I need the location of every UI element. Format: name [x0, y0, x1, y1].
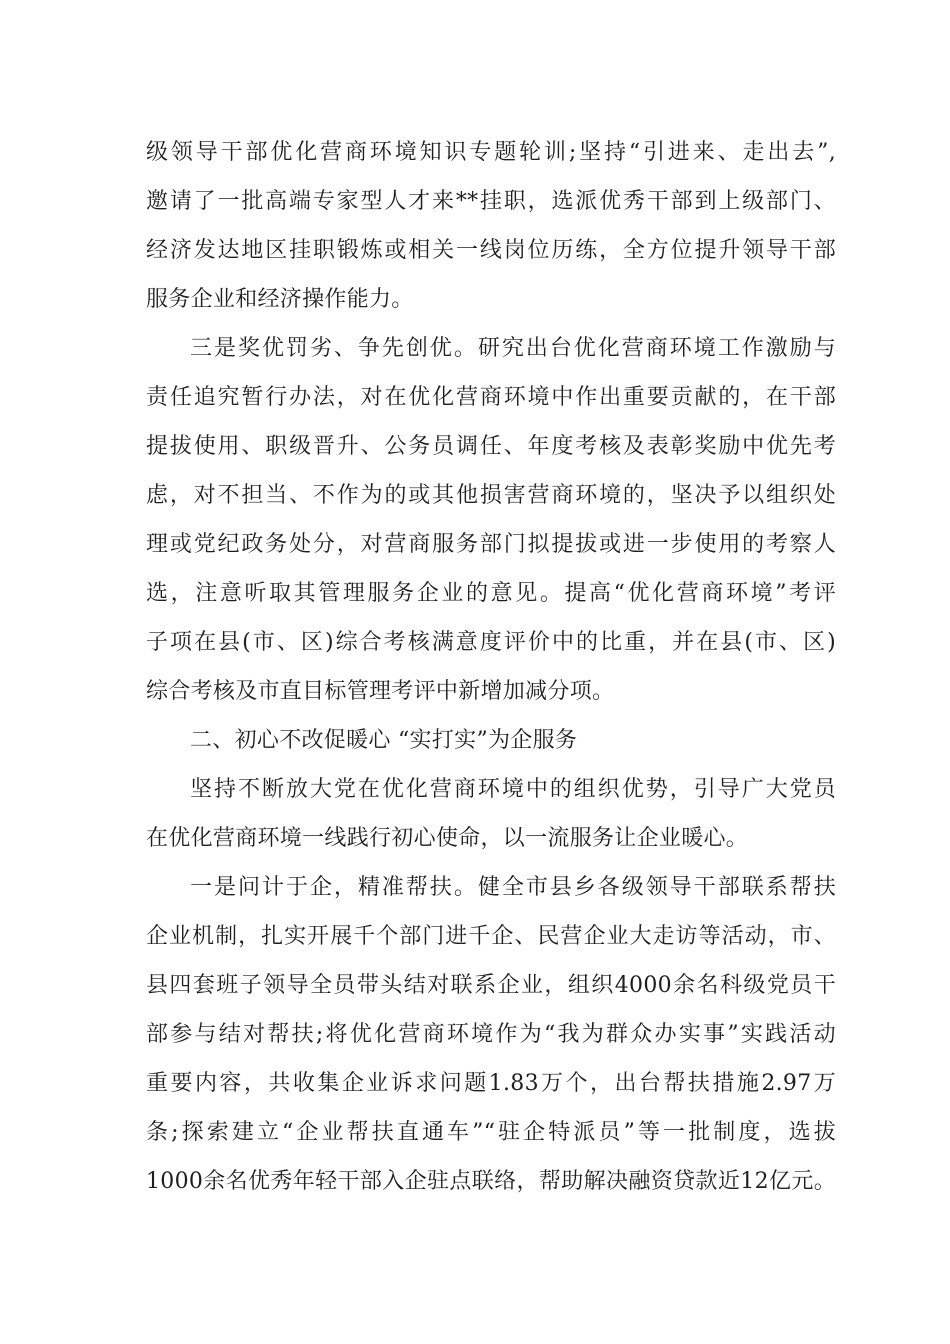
text-line: 虑，对不担当、不作为的或其他损害营商环境的，坚决予以组织处 [146, 483, 836, 508]
text-line: 邀请了一批高端专家型人才来**挂职，选派优秀干部到上级部门、 [146, 189, 836, 214]
text-line: 提拔使用、职级晋升、公务员调任、年度考核及表彰奖励中优先考 [146, 434, 836, 459]
text-line: 责任追究暂行办法，对在优化营商环境中作出重要贡献的，在干部 [146, 385, 836, 410]
paragraph-first-line: 一是问计于企，精准帮扶。健全市县乡各级领导干部联系帮扶 [190, 875, 836, 900]
text-line: 条;探索建立“企业帮扶直通车”“驻企特派员”等一批制度，选拔 [146, 1120, 836, 1145]
text-line: 重要内容，共收集企业诉求问题1.83万个，出台帮扶措施2.97万 [146, 1071, 836, 1096]
text-line: 选，注意听取其管理服务企业的意见。提高“优化营商环境”考评 [146, 581, 836, 606]
text-line: 子项在县(市、区)综合考核满意度评价中的比重，并在县(市、区) [146, 630, 836, 655]
text-line: 综合考核及市直目标管理考评中新增加减分项。 [146, 679, 615, 704]
text-line: 1000余名优秀年轻干部入企驻点联络，帮助解决融资贷款近12亿元。 [146, 1169, 836, 1194]
section-heading: 二、初心不改促暖心 “实打实”为企服务 [190, 728, 578, 753]
text-line: 级领导干部优化营商环境知识专题轮训;坚持“引进来、走出去”, [146, 140, 836, 165]
text-line: 企业机制，扎实开展千个部门进千企、民营企业大走访等活动，市、 [146, 924, 836, 949]
text-line: 经济发达地区挂职锻炼或相关一线岗位历练，全方位提升领导干部 [146, 238, 836, 263]
text-line: 部参与结对帮扶;将优化营商环境作为“我为群众办实事”实践活动 [146, 1022, 836, 1047]
text-line: 理或党纪政务处分，对营商服务部门拟提拔或进一步使用的考察人 [146, 532, 836, 557]
paragraph-first-line: 三是奖优罚劣、争先创优。研究出台优化营商环境工作激励与 [190, 336, 836, 361]
text-line: 县四套班子领导全员带头结对联系企业，组织4000余名科级党员干 [146, 973, 836, 998]
text-line: 服务企业和经济操作能力。 [146, 287, 414, 312]
paragraph-first-line: 坚持不断放大党在优化营商环境中的组织优势，引导广大党员 [190, 777, 836, 802]
text-line: 在优化营商环境一线践行初心使命，以一流服务让企业暖心。 [146, 826, 749, 851]
